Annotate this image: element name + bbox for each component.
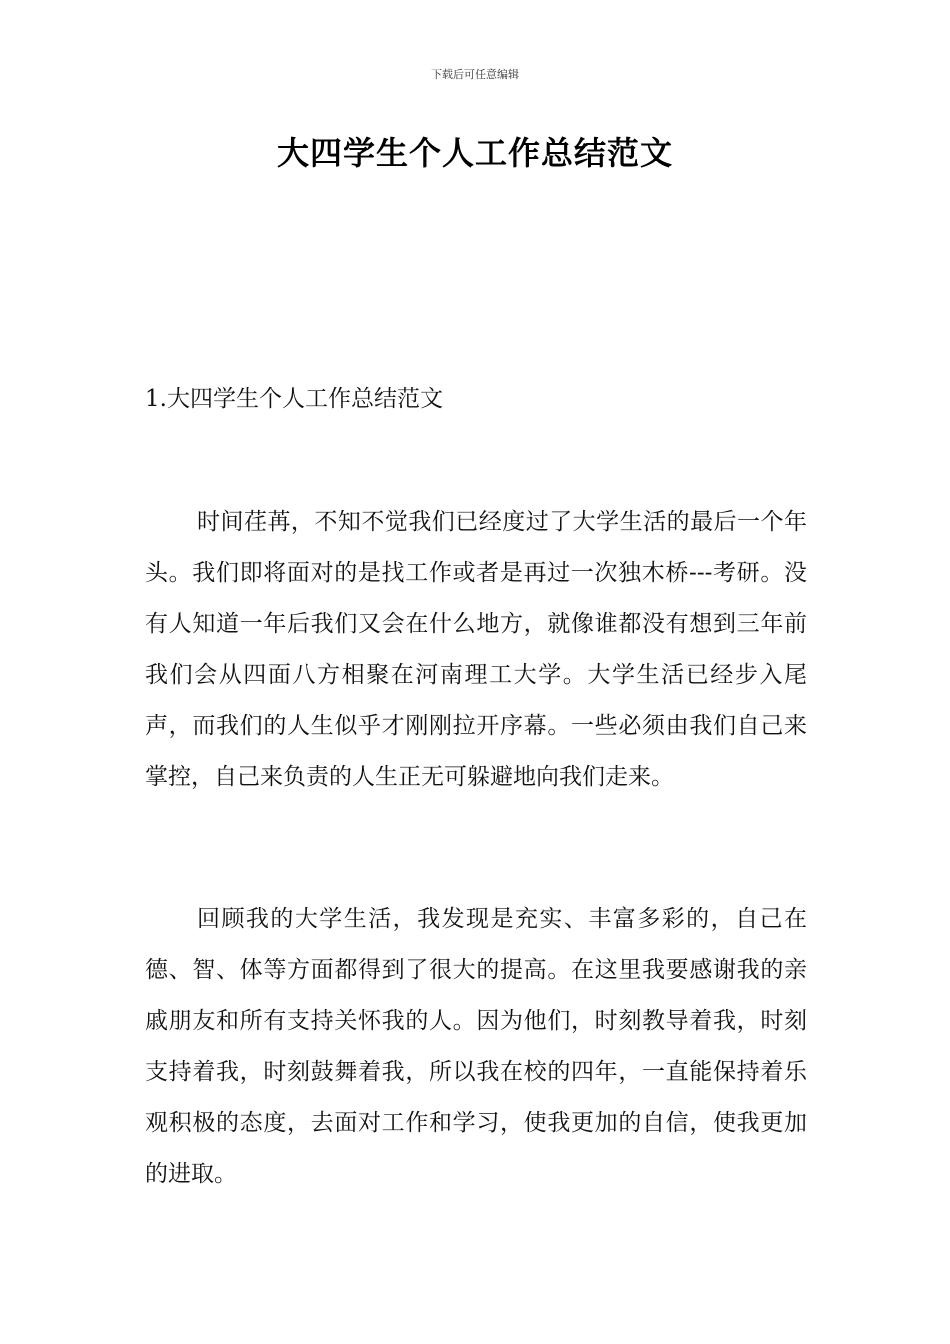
- header-note: 下载后可任意编辑: [431, 68, 519, 81]
- body-paragraph: 回顾我的大学生活，我发现是充实、丰富多彩的，自己在德、智、体等方面都得到了很大的提高。在这里我要感谢我的亲戚朋友和所有支持关怀我的人。因为他们，时刻教导着我，时刻支持着我，时刻鼓舞着我，所以我在校的四年，一直能保持着乐观积极的态度，去面对工作和学习，使我更加的自信，使我更加的进取。: [145, 906, 807, 1187]
- section-heading: 1.大四学生个人工作总结范文: [145, 386, 443, 412]
- body-paragraph: 时间荏苒，不知不觉我们已经度过了大学生活的最后一个年头。我们即将面对的是找工作或者是再过一次独木桥---考研。没有人知道一年后我们又会在什么地方，就像谁都没有想到三年前我们会从四面八方相聚在河南理工大学。大学生活已经步入尾声，而我们的人生似乎才刚刚拉开序幕。一些必须由我们自己来掌控，自己来负责的人生正无可躲避地向我们走来。: [145, 509, 807, 790]
- document-title: 大四学生个人工作总结范文: [276, 134, 673, 172]
